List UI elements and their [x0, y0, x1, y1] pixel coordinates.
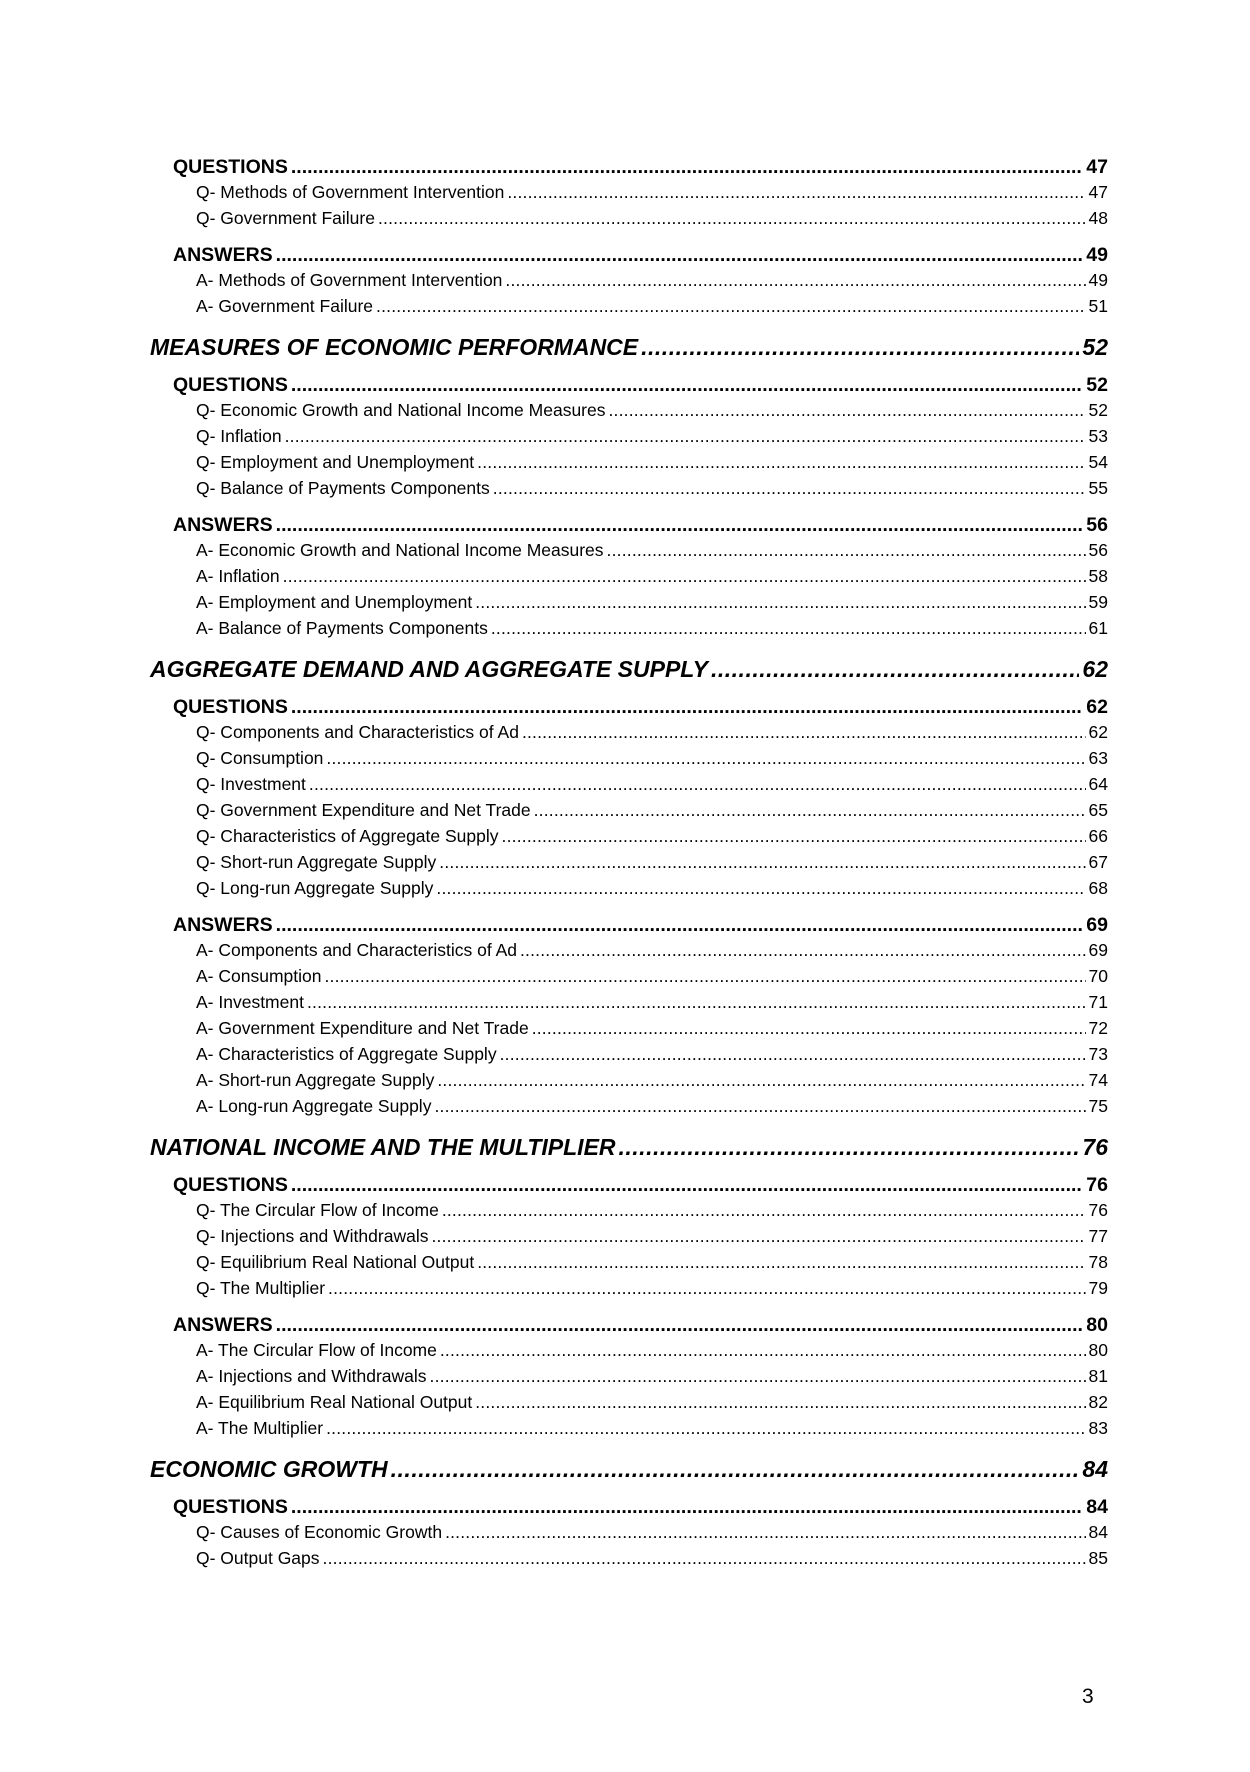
- toc-entry-title: Q- Short-run Aggregate Supply: [196, 852, 437, 872]
- toc-item[interactable]: [150, 592, 1108, 618]
- dot-leader: [285, 426, 1086, 447]
- toc-page-number: 74: [1088, 1070, 1108, 1090]
- toc-entry-title: QUESTIONS: [173, 696, 288, 718]
- toc-page-number: 83: [1088, 1418, 1108, 1438]
- toc-item[interactable]: [150, 992, 1108, 1018]
- dot-leader: [493, 478, 1086, 499]
- toc-item[interactable]: [150, 1252, 1108, 1278]
- toc-entry-title: A- Investment: [196, 992, 304, 1012]
- toc-page-number: 76: [1082, 1134, 1108, 1160]
- toc-entry-title: A- Inflation: [196, 566, 280, 586]
- toc-entry-title: A- Government Failure: [196, 296, 374, 316]
- toc-chapter[interactable]: [150, 656, 1108, 686]
- toc-page-number: 67: [1088, 852, 1108, 872]
- toc-entry-title: A- Injections and Withdrawals: [196, 1366, 427, 1386]
- toc-page-number: 53: [1088, 426, 1108, 446]
- toc-entry-title: Q- Characteristics of Aggregate Supply: [196, 826, 499, 846]
- toc-page-number: 80: [1088, 1340, 1108, 1360]
- toc-item[interactable]: [150, 1522, 1108, 1548]
- toc-page-number: 73: [1088, 1044, 1108, 1064]
- toc-section[interactable]: [150, 156, 1108, 182]
- dot-leader: [436, 878, 1085, 899]
- toc-page-number: 64: [1088, 774, 1108, 794]
- dot-leader: [276, 514, 1084, 537]
- toc-entry-title: Q- Economic Growth and National Income Measures: [196, 400, 606, 420]
- dot-leader: [378, 208, 1086, 229]
- toc-entry-title: Q- The Circular Flow of Income: [196, 1200, 439, 1220]
- toc-page-number: 75: [1088, 1096, 1108, 1116]
- dot-leader: [607, 540, 1086, 561]
- dot-leader: [500, 1044, 1086, 1065]
- toc-section[interactable]: [150, 1314, 1108, 1340]
- toc-entry-title: Q- Long-run Aggregate Supply: [196, 878, 434, 898]
- toc-item[interactable]: [150, 1366, 1108, 1392]
- toc-page-number: 81: [1088, 1366, 1108, 1386]
- dot-leader: [437, 1070, 1085, 1091]
- toc-entry-title: Q- Injections and Withdrawals: [196, 1226, 429, 1246]
- toc-page-number: 47: [1086, 156, 1108, 178]
- toc-entry-title: QUESTIONS: [173, 156, 288, 178]
- toc-entry-title: ANSWERS: [173, 1314, 273, 1336]
- dot-leader: [475, 592, 1085, 613]
- dot-leader: [430, 1366, 1086, 1387]
- dot-leader: [507, 182, 1085, 203]
- dot-leader: [440, 1340, 1086, 1361]
- toc-page-number: 62: [1088, 722, 1108, 742]
- dot-leader: [276, 1314, 1084, 1337]
- toc-entry-title: A- Balance of Payments Components: [196, 618, 488, 638]
- toc-item[interactable]: [150, 540, 1108, 566]
- toc-item[interactable]: [150, 852, 1108, 878]
- toc-entry-title: QUESTIONS: [173, 1496, 288, 1518]
- toc-entry-title: A- Short-run Aggregate Supply: [196, 1070, 435, 1090]
- dot-leader: [442, 1200, 1086, 1221]
- toc-entry-title: A- The Multiplier: [196, 1418, 324, 1438]
- dot-leader: [439, 852, 1085, 873]
- toc-entry-title: A- Government Expenditure and Net Trade: [196, 1018, 529, 1038]
- toc-entry-title: MEASURES OF ECONOMIC PERFORMANCE: [150, 334, 639, 360]
- toc-page-number: 68: [1088, 878, 1108, 898]
- toc-section[interactable]: [150, 1174, 1108, 1200]
- dot-leader: [391, 1456, 1080, 1483]
- dot-leader: [326, 748, 1085, 769]
- toc-page-number: 58: [1088, 566, 1108, 586]
- toc-page-number: 49: [1086, 244, 1108, 266]
- toc-item[interactable]: [150, 270, 1108, 296]
- toc-page-number: 66: [1088, 826, 1108, 846]
- dot-leader: [283, 566, 1086, 587]
- dot-leader: [641, 334, 1079, 361]
- dot-leader: [711, 656, 1079, 683]
- toc-page-number: 70: [1088, 966, 1108, 986]
- dot-leader: [328, 1278, 1086, 1299]
- toc-entry-title: A- Consumption: [196, 966, 322, 986]
- toc-page-number: 72: [1088, 1018, 1108, 1038]
- dot-leader: [291, 156, 1083, 179]
- toc-item[interactable]: [150, 878, 1108, 904]
- toc-page-number: 52: [1088, 400, 1108, 420]
- toc-section[interactable]: [150, 1496, 1108, 1522]
- table-of-contents: [150, 146, 1108, 1574]
- toc-section[interactable]: [150, 696, 1108, 722]
- dot-leader: [431, 1226, 1085, 1247]
- toc-page-number: 59: [1088, 592, 1108, 612]
- toc-entry-title: Q- Output Gaps: [196, 1548, 320, 1568]
- toc-page-number: 69: [1086, 914, 1108, 936]
- toc-entry-title: Q- Government Failure: [196, 208, 375, 228]
- toc-item[interactable]: [150, 1418, 1108, 1444]
- toc-chapter[interactable]: [150, 1134, 1108, 1164]
- toc-item[interactable]: [150, 800, 1108, 826]
- toc-item[interactable]: [150, 478, 1108, 504]
- toc-page-number: 79: [1088, 1278, 1108, 1298]
- toc-entry-title: A- Employment and Unemployment: [196, 592, 473, 612]
- toc-page-number: 52: [1082, 334, 1108, 360]
- toc-item[interactable]: [150, 1548, 1108, 1574]
- dot-leader: [505, 270, 1085, 291]
- toc-item[interactable]: [150, 426, 1108, 452]
- toc-entry-title: ECONOMIC GROWTH: [150, 1456, 388, 1482]
- toc-entry-title: QUESTIONS: [173, 374, 288, 396]
- toc-entry-title: A- Characteristics of Aggregate Supply: [196, 1044, 497, 1064]
- toc-page-number: 61: [1088, 618, 1108, 638]
- dot-leader: [491, 618, 1086, 639]
- toc-item[interactable]: [150, 1226, 1108, 1252]
- toc-item[interactable]: [150, 826, 1108, 852]
- toc-entry-title: Q- Inflation: [196, 426, 282, 446]
- toc-section[interactable]: [150, 914, 1108, 940]
- toc-page-number: 82: [1088, 1392, 1108, 1412]
- dot-leader: [309, 774, 1086, 795]
- toc-page-number: 84: [1088, 1522, 1108, 1542]
- toc-page-number: 51: [1088, 296, 1108, 316]
- toc-entry-title: Q- Consumption: [196, 748, 324, 768]
- toc-entry-title: ANSWERS: [173, 514, 273, 536]
- toc-page-number: 48: [1088, 208, 1108, 228]
- toc-page-number: 56: [1088, 540, 1108, 560]
- dot-leader: [307, 992, 1086, 1013]
- dot-leader: [445, 1522, 1085, 1543]
- toc-page-number: 76: [1088, 1200, 1108, 1220]
- dot-leader: [522, 722, 1086, 743]
- toc-item[interactable]: [150, 1392, 1108, 1418]
- toc-section[interactable]: [150, 514, 1108, 540]
- dot-leader: [376, 296, 1086, 317]
- dot-leader: [619, 1134, 1080, 1161]
- toc-page-number: 65: [1088, 800, 1108, 820]
- toc-entry-title: A- Equilibrium Real National Output: [196, 1392, 473, 1412]
- toc-page-number: 84: [1086, 1496, 1108, 1518]
- toc-page-number: 55: [1088, 478, 1108, 498]
- toc-page-number: 63: [1088, 748, 1108, 768]
- toc-item[interactable]: [150, 748, 1108, 774]
- page-number: 3: [1082, 1685, 1094, 1708]
- toc-item[interactable]: [150, 1278, 1108, 1304]
- dot-leader: [276, 244, 1084, 267]
- toc-item[interactable]: [150, 1018, 1108, 1044]
- toc-entry-title: Q- Employment and Unemployment: [196, 452, 475, 472]
- toc-item[interactable]: [150, 1200, 1108, 1226]
- toc-page-number: 47: [1088, 182, 1108, 202]
- toc-page-number: 52: [1086, 374, 1108, 396]
- toc-entry-title: A- Long-run Aggregate Supply: [196, 1096, 432, 1116]
- toc-entry-title: A- Components and Characteristics of Ad: [196, 940, 517, 960]
- toc-page-number: 62: [1086, 696, 1108, 718]
- dot-leader: [534, 800, 1086, 821]
- toc-page-number: 78: [1088, 1252, 1108, 1272]
- toc-item[interactable]: [150, 1070, 1108, 1096]
- dot-leader: [520, 940, 1086, 961]
- toc-section[interactable]: [150, 244, 1108, 270]
- dot-leader: [276, 914, 1084, 937]
- dot-leader: [434, 1096, 1085, 1117]
- toc-page-number: 56: [1086, 514, 1108, 536]
- toc-page-number: 49: [1088, 270, 1108, 290]
- toc-item[interactable]: [150, 1044, 1108, 1070]
- dot-leader: [532, 1018, 1086, 1039]
- toc-entry-title: NATIONAL INCOME AND THE MULTIPLIER: [150, 1134, 616, 1160]
- toc-section[interactable]: [150, 374, 1108, 400]
- toc-item[interactable]: [150, 296, 1108, 322]
- dot-leader: [291, 696, 1083, 719]
- toc-item[interactable]: [150, 966, 1108, 992]
- dot-leader: [291, 1496, 1083, 1519]
- dot-leader: [608, 400, 1085, 421]
- toc-entry-title: Q- Equilibrium Real National Output: [196, 1252, 475, 1272]
- dot-leader: [291, 1174, 1083, 1197]
- toc-entry-title: A- Economic Growth and National Income Measures: [196, 540, 604, 560]
- toc-entry-title: Q- Methods of Government Intervention: [196, 182, 505, 202]
- toc-entry-title: Q- Balance of Payments Components: [196, 478, 490, 498]
- toc-page-number: 71: [1088, 992, 1108, 1012]
- toc-item[interactable]: [150, 208, 1108, 234]
- toc-item[interactable]: [150, 1096, 1108, 1122]
- toc-entry-title: A- The Circular Flow of Income: [196, 1340, 437, 1360]
- toc-page-number: 76: [1086, 1174, 1108, 1196]
- dot-leader: [475, 1392, 1085, 1413]
- toc-page-number: 85: [1088, 1548, 1108, 1568]
- toc-entry-title: ANSWERS: [173, 244, 273, 266]
- toc-entry-title: Q- Causes of Economic Growth: [196, 1522, 443, 1542]
- toc-item[interactable]: [150, 452, 1108, 478]
- toc-item[interactable]: [150, 722, 1108, 748]
- toc-page-number: 69: [1088, 940, 1108, 960]
- dot-leader: [477, 1252, 1085, 1273]
- dot-leader: [323, 1548, 1086, 1569]
- toc-page-number: 62: [1082, 656, 1108, 682]
- toc-entry-title: Q- The Multiplier: [196, 1278, 326, 1298]
- toc-entry-title: Q- Investment: [196, 774, 306, 794]
- toc-entry-title: Q- Components and Characteristics of Ad: [196, 722, 519, 742]
- toc-entry-title: A- Methods of Government Intervention: [196, 270, 503, 290]
- toc-item[interactable]: [150, 1340, 1108, 1366]
- toc-item[interactable]: [150, 566, 1108, 592]
- toc-item[interactable]: [150, 400, 1108, 426]
- toc-item[interactable]: [150, 940, 1108, 966]
- toc-item[interactable]: [150, 618, 1108, 644]
- toc-entry-title: ANSWERS: [173, 914, 273, 936]
- toc-page-number: 80: [1086, 1314, 1108, 1336]
- toc-item[interactable]: [150, 774, 1108, 800]
- toc-entry-title: QUESTIONS: [173, 1174, 288, 1196]
- dot-leader: [291, 374, 1083, 397]
- toc-entry-title: AGGREGATE DEMAND AND AGGREGATE SUPPLY: [150, 656, 708, 682]
- dot-leader: [326, 1418, 1085, 1439]
- toc-chapter[interactable]: [150, 1456, 1108, 1486]
- dot-leader: [324, 966, 1085, 987]
- dot-leader: [502, 826, 1086, 847]
- toc-page-number: 77: [1088, 1226, 1108, 1246]
- toc-entry-title: Q- Government Expenditure and Net Trade: [196, 800, 531, 820]
- toc-chapter[interactable]: [150, 334, 1108, 364]
- toc-item[interactable]: [150, 182, 1108, 208]
- toc-page-number: 54: [1088, 452, 1108, 472]
- dot-leader: [477, 452, 1085, 473]
- toc-page-number: 84: [1082, 1456, 1108, 1482]
